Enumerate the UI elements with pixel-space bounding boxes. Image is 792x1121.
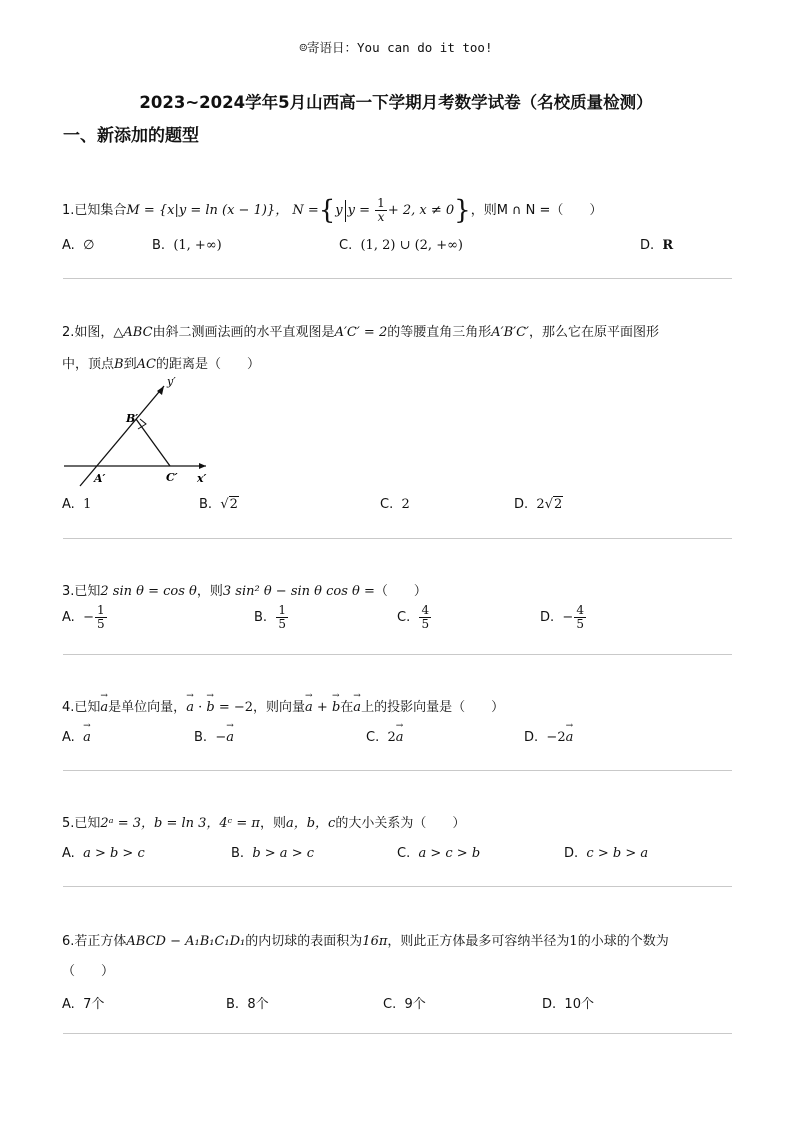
- q5-option-d[interactable]: D. c > b > a: [564, 846, 649, 861]
- q5-option-c[interactable]: C. a > c > b: [397, 846, 481, 861]
- q1-set-m: M = {x|y = ln (x − 1)}，: [126, 203, 289, 218]
- question-2-stem-line2: 中，顶点B到AC的距离是（ ）: [62, 357, 260, 372]
- x-axis-arrow-icon: [199, 463, 206, 469]
- question-4-stem: 4.已知a →是单位向量，a → · b → = −2，则向量a → + b →在a →上的投影向量是（ ）: [62, 696, 504, 715]
- q1-text: 1.已知集合: [62, 203, 127, 218]
- divider: [63, 538, 732, 539]
- q1-set-n-var: y: [335, 203, 343, 218]
- q1-option-c[interactable]: C. (1, 2) ∪ (2, +∞): [339, 238, 463, 253]
- divider: [63, 1033, 732, 1034]
- q1-brace-left: {: [318, 195, 336, 226]
- q5-option-b[interactable]: B. b > a > c: [231, 846, 314, 861]
- q1-fraction: $\frac{1}{x}$: [377, 196, 385, 224]
- label-a: A′: [94, 472, 106, 485]
- q1-option-a[interactable]: A. ∅: [62, 238, 95, 253]
- q6-option-b[interactable]: B. 8个: [226, 997, 269, 1012]
- question-6-stem-line2: （ ）: [62, 964, 115, 979]
- q3-option-a[interactable]: A. − $\frac{1}{5}$: [62, 603, 105, 631]
- question-5-stem: 5.已知2ᵃ = 3，b = ln 3，4ᶜ = π，则a，b，c的大小关系为（ ）: [62, 816, 466, 831]
- q2-option-a[interactable]: A. 1: [62, 497, 92, 512]
- divider: [63, 770, 732, 771]
- q3-option-d[interactable]: D. − $\frac{4}{5}$: [540, 603, 584, 631]
- motto-line: ☺寄语日：You can do it too!: [299, 40, 493, 55]
- question-6-stem-line1: 6.若正方体ABCD − A₁B₁C₁D₁的内切球的表面积为16π，则此正方体最多可容纳半径为1的小球的个数为: [62, 934, 669, 949]
- question-1-stem: [62, 197, 602, 224]
- q6-option-a[interactable]: A. 7个: [62, 997, 105, 1012]
- q2-option-d[interactable]: D. 2√2: [514, 497, 563, 512]
- divider: [63, 886, 732, 887]
- q2-option-c[interactable]: C. 2: [380, 497, 410, 512]
- q4-option-c[interactable]: C. 2a →: [366, 730, 404, 745]
- divider: [63, 278, 732, 279]
- q5-option-a[interactable]: A. a > b > c: [62, 846, 145, 861]
- side-b-c: [136, 419, 170, 466]
- label-b: B′: [126, 412, 139, 425]
- q6-option-d[interactable]: D. 10个: [542, 997, 594, 1012]
- q1-option-b[interactable]: B. (1, +∞): [152, 238, 222, 253]
- q1-set-n-eq: y =: [347, 203, 371, 218]
- label-y: y′: [167, 375, 176, 388]
- q2-option-b[interactable]: B. √2: [199, 497, 238, 512]
- label-x: x′: [197, 472, 207, 485]
- question-2-stem-line1: 2.如图，△ABC由斜二测画法画的水平直观图是A′C′ = 2的等腰直角三角形A′B′C′，那么它在原平面图形: [62, 325, 660, 340]
- q1-option-d[interactable]: D. R: [640, 238, 674, 253]
- q1-brace-right: }: [454, 195, 471, 226]
- q1-set-n-label: N =: [292, 203, 319, 218]
- y-axis: [80, 386, 164, 486]
- q1-set-bar: [345, 200, 346, 222]
- section-heading: 一、新添加的题型: [63, 126, 199, 146]
- divider: [63, 654, 732, 655]
- q4-option-d[interactable]: D. −2a →: [524, 730, 573, 745]
- q1-text-end: ，则M ∩ N =（ ）: [470, 203, 603, 218]
- q3-option-c[interactable]: C. $\frac{4}{5}$: [397, 603, 430, 631]
- q2-figure: [60, 374, 220, 490]
- q4-option-b[interactable]: B. −a →: [194, 730, 234, 745]
- q1-set-n-tail: + 2, x ≠ 0: [387, 203, 455, 218]
- q6-option-c[interactable]: C. 9个: [383, 997, 426, 1012]
- label-c: C′: [166, 471, 178, 484]
- exam-title: 2023~2024学年5月山西高一下学期月考数学试卷（名校质量检测）: [139, 93, 653, 112]
- question-3-stem: 3.已知2 sin θ = cos θ，则3 sin² θ − sin θ cos θ =（ ）: [62, 584, 427, 599]
- q3-option-b[interactable]: B. $\frac{1}{5}$: [254, 603, 286, 631]
- q4-option-a[interactable]: A. a →: [62, 730, 91, 745]
